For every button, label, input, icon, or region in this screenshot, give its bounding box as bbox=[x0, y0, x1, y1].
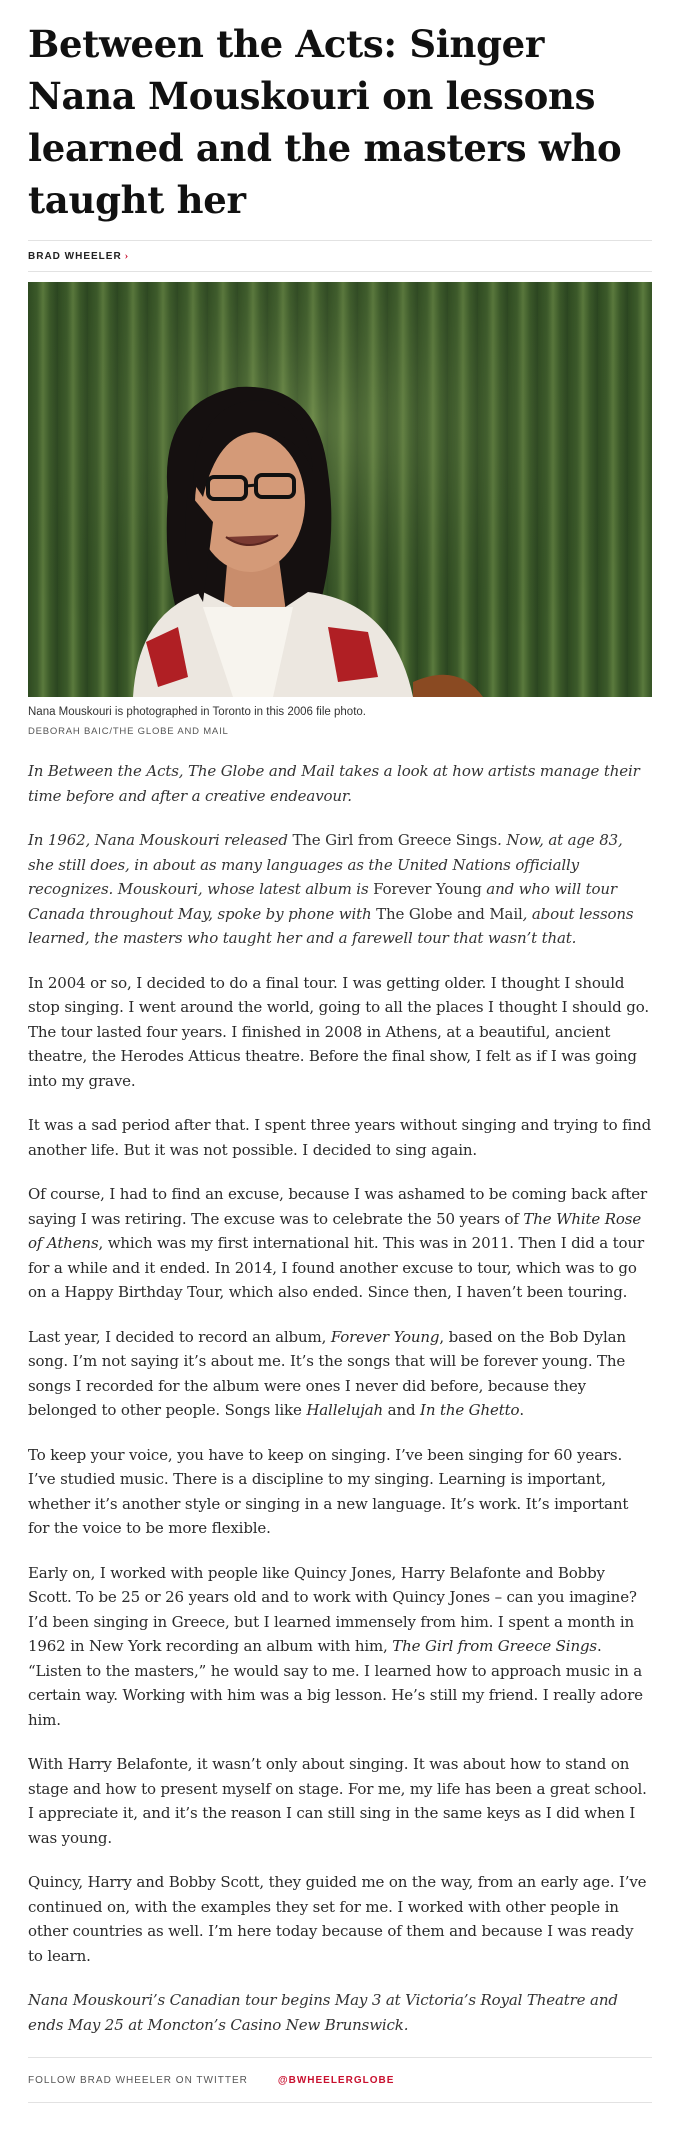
author-link[interactable]: BRAD WHEELER bbox=[28, 250, 122, 262]
photo-caption: Nana Mouskouri is photographed in Toronto in this 2006 file photo. bbox=[28, 706, 366, 718]
article-headline: Between the Acts: Singer Nana Mouskouri on lessons learned and the masters who taught her bbox=[28, 22, 622, 222]
byline-row bbox=[28, 241, 652, 271]
follow-label: FOLLOW BRAD WHEELER ON TWITTER bbox=[28, 2074, 248, 2086]
album-title: The Girl from Greece Sings bbox=[292, 831, 498, 849]
body-paragraph bbox=[28, 1182, 652, 1305]
article bbox=[28, 0, 652, 2103]
paragraph-text: Early on, I worked with people like Quincy Jones, Harry Belafonte and Bobby Scott. To be 25 or 26 years old and to work with Quincy Jones – can you imagine? I’d been singing in Greece, but I learned immensely from him. I spent a month in 1962 in New York recording an album with him, bbox=[28, 1563, 637, 1655]
body-paragraph: With Harry Belafonte, it wasn’t only about singing. It was about how to stand on stage and how to present myself on stage. For me, my life has been a great school. I appreciate it, and it’s the reason I can still sing in the same keys as I did when I was young. bbox=[28, 1755, 647, 1847]
body-paragraph: In 2004 or so, I decided to do a final tour. I was getting older. I thought I should stop singing. I went around the world, going to all the places I thought I should go. The tour lasted four years. I finished in 2008 in Athens, at a beautiful, ancient theatre, the Herodes Atticus theatre. Before the final show, I felt as if I was going into my grave. bbox=[28, 973, 649, 1090]
intro-paragraph: In Between the Acts, The Globe and Mail takes a look at how artists manage their time before and after a creative endeavour. bbox=[28, 762, 640, 805]
song-title: The White Rose of Athens bbox=[28, 1209, 642, 1252]
intro-text: , about lessons learned, the masters who taught her and a farewell tour that wasn’t that. bbox=[28, 904, 634, 947]
body-paragraph: To keep your voice, you have to keep on singing. I’ve been singing for 60 years. I’ve studied music. There is a discipline to my singing. Learning is important, whether it’s another style or singing in a new language. It’s work. It’s important for the voice to be more flexible. bbox=[28, 1445, 629, 1537]
song-title: In the Ghetto bbox=[420, 1401, 520, 1419]
album-title: Forever Young bbox=[373, 880, 482, 898]
twitter-handle-link[interactable]: @BWHEELERGLOBE bbox=[277, 2074, 395, 2086]
song-title: Hallelujah bbox=[306, 1401, 384, 1419]
paragraph-text: . bbox=[519, 1401, 525, 1419]
intro-text: In 1962, Nana Mouskouri released bbox=[28, 831, 293, 849]
paragraph-text: , based on the Bob Dylan song. I’m not saying it’s about me. It’s the songs that will be forever young. The songs I recorded for the album were ones I never did before, because they belonged to other people. Songs like bbox=[28, 1327, 626, 1419]
album-title: Forever Young bbox=[330, 1327, 440, 1346]
body-paragraph: Quincy, Harry and Bobby Scott, they guided me on the way, from an early age. I’ve continued on, with the examples they set for me. I worked with other people in other countries as well. I’m here today because of them and because I was ready to learn. bbox=[28, 1873, 647, 1965]
paragraph-text: and bbox=[383, 1401, 421, 1419]
chevron-right-icon: › bbox=[124, 250, 129, 262]
body-paragraph bbox=[28, 1325, 652, 1423]
album-title: The Girl from Greece Sings bbox=[392, 1637, 597, 1655]
closing-note: Nana Mouskouri’s Canadian tour begins May 3 at Victoria’s Royal Theatre and ends May 25 at Moncton’s Casino New Brunswick. bbox=[28, 1991, 618, 2034]
follow-row bbox=[28, 2058, 652, 2102]
intro-paragraph-2 bbox=[28, 828, 652, 951]
lead-photo bbox=[28, 282, 652, 697]
publication-name: The Globe and Mail bbox=[376, 904, 523, 923]
paragraph-text: Of course, I had to find an excuse, because I was ashamed to be coming back after saying I was retiring. The excuse was to celebrate the 50 years of bbox=[28, 1185, 648, 1228]
footer-bottom-divider bbox=[28, 2102, 652, 2103]
article-body bbox=[28, 759, 652, 2037]
intro-text: . Now, at age 83, she still does, in about as many languages as the United Nations officially recognizes. Mouskouri, whose latest album is bbox=[28, 831, 623, 898]
paragraph-text: . “Listen to the masters,” he would say to me. I learned how to approach music in a certain way. Working with him was a big lesson. He’s still my friend. I really adore him. bbox=[28, 1637, 643, 1729]
body-paragraph: It was a sad period after that. I spent three years without singing and trying to find another life. But it was not possible. I decided to sing again. bbox=[28, 1116, 652, 1159]
paragraph-text: , which was my first international hit. This was in 2011. Then I did a tour for a while and it ended. In 2014, I found another excuse to tour, which was to go on a Happy Birthday Tour, which also ended. Since then, I haven’t been touring. bbox=[28, 1234, 644, 1301]
portrait-illustration bbox=[28, 282, 652, 697]
paragraph-text: Last year, I decided to record an album, bbox=[28, 1327, 331, 1346]
intro-text: and who will tour Canada throughout May, spoke by phone with bbox=[28, 880, 617, 923]
byline-divider bbox=[28, 271, 652, 272]
photo-credit: DEBORAH BAIC/THE GLOBE AND MAIL bbox=[28, 726, 229, 737]
body-paragraph bbox=[28, 1561, 652, 1733]
